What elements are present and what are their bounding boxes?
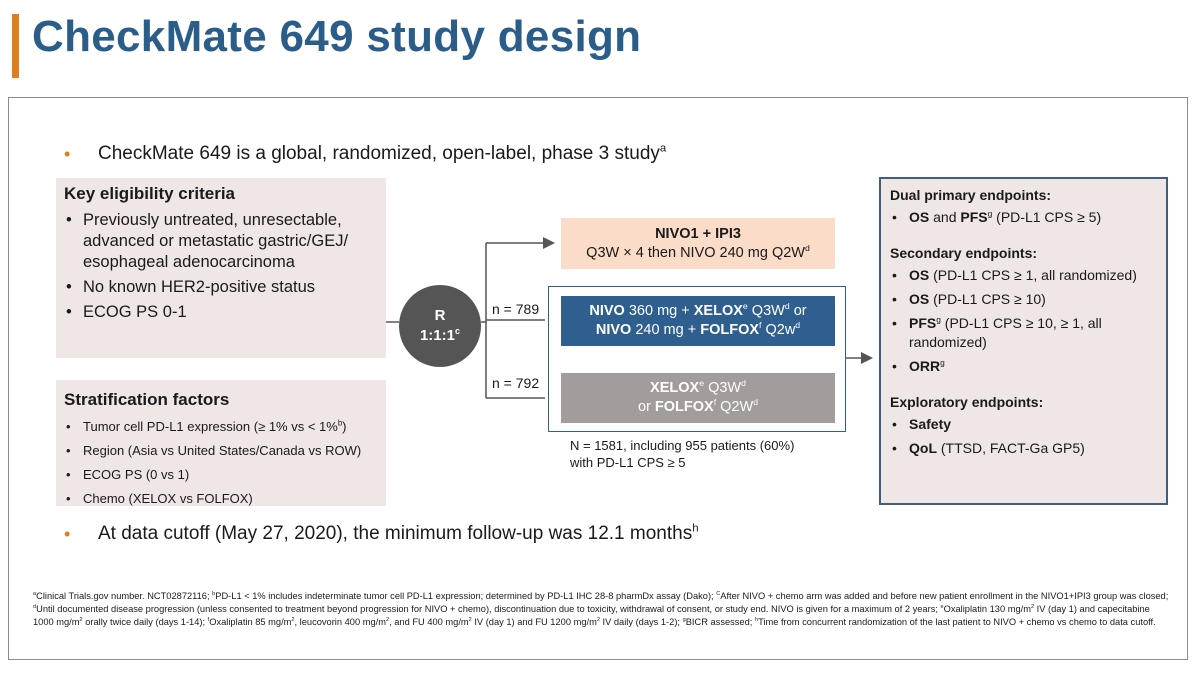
page-title: CheckMate 649 study design xyxy=(32,12,642,61)
endpoint-item: • OS and PFS$^g$ (PD-L1 CPS ≥ 5) xyxy=(890,208,1157,227)
cutoff-bullet-icon: • xyxy=(64,524,71,544)
intro-text: CheckMate 649 is a global, randomized, open-label, phase 3 study$^a$ xyxy=(98,142,667,164)
arm1-title: NIVO1 + IPI3 xyxy=(655,226,741,242)
total-line2: with PD-L1 CPS ≥ 5 xyxy=(570,455,686,470)
n-chemo-label: n = 792 xyxy=(492,375,540,391)
randomization-ratio: 1:1:1$^c$ xyxy=(419,326,461,344)
eligibility-item: • No known HER2-positive status xyxy=(64,277,378,298)
arm2-line1: NIVO 360 mg + $XELOX^e$ $Q3W^d$ or xyxy=(589,301,807,319)
eligibility-heading: Key eligibility criteria xyxy=(64,184,236,203)
intro-bullet-icon: • xyxy=(64,144,71,164)
total-enrollment xyxy=(570,437,794,471)
arm-nivo-chemo xyxy=(561,296,835,346)
eligibility-item: • Previously untreated, unresectable, advanced or metastatic gastric/GEJ/ esophageal adenocarcinoma xyxy=(64,210,378,273)
eligibility-item: • ECOG PS 0-1 xyxy=(64,302,378,323)
primary-endpoints-heading: Dual primary endpoints: xyxy=(890,187,1052,203)
endpoints-box xyxy=(879,177,1168,505)
endpoint-item: • QoL (TTSD, FACT-Ga GP5) xyxy=(890,439,1157,458)
arm2-line2: NIVO 240 mg + $FOLFOX^f$ $Q2w^d$ xyxy=(595,320,801,338)
exploratory-endpoints-heading: Exploratory endpoints: xyxy=(890,394,1044,410)
n-nivo-label: n = 789 xyxy=(492,301,540,317)
stratification-item: • ECOG PS (0 vs 1) xyxy=(64,466,378,483)
total-line1: N = 1581, including 955 patients (60%) xyxy=(570,438,795,453)
endpoint-item: • OS (PD-L1 CPS ≥ 10) xyxy=(890,290,1157,309)
endpoint-item: • Safety xyxy=(890,415,1157,434)
endpoint-item: • OS (PD-L1 CPS ≥ 1, all randomized) xyxy=(890,266,1157,285)
secondary-endpoints-heading: Secondary endpoints: xyxy=(890,245,1038,261)
stratification-heading: Stratification factors xyxy=(64,390,230,409)
cutoff-text: At data cutoff (May 27, 2020), the minimum follow-up was 12.1 months$^h$ xyxy=(98,522,699,544)
arm-nivo1-ipi3 xyxy=(561,218,835,269)
footnote: $^a$Clinical Trials.gov number. NCT02872116; $^b$PD-L1 < 1% includes indeterminate tumor cell PD-L1 expression; determined by PD-L1 IHC 28-8 pharmDx assay (Dako); $^C$After NIVO + chemo arm was added and before new patient enrollment in the NIVO1+IPI3 group was closed; $^d$Until documented disease progression (unless consented to treatment beyond progression for NIVO + chemo), discontinuation due to toxicity, withdrawal of consent, or study end. NIVO is given for a maximum of 2 years; $^e$Oxaliplatin 130 $mg/m^2$ IV (day 1) and capecitabine 1000 $mg/m^2$ orally twice daily (days 1-14); $^f$Oxaliplatin 85 $mg/m^2$, leucovorin 400 $mg/m^2$, and FU 400 $mg/m^2$ IV (day 1) and FU 1200 $mg/m^2$ IV daily (days 1-2); $^g$BICR assessed; $^h$Time from concurrent randomization of the last patient to NIVO + chemo vs chemo to data cutoff. xyxy=(33,590,1169,627)
arm3-line2: or FOLFOX$^f$ $Q2W^d$ xyxy=(637,397,759,415)
endpoint-item: • ORR$^g$ xyxy=(890,357,1157,376)
arm3-line1: XELOX$^e$ $Q3W^d$ xyxy=(650,378,746,396)
stratification-item: • Tumor cell PD-L1 expression (≥ 1% vs < 1%$^b$) xyxy=(64,418,378,435)
stratification-item: • Region (Asia vs United States/Canada vs ROW) xyxy=(64,442,378,459)
randomization-letter: R xyxy=(434,307,446,324)
arm1-schedule: Q3W × 4 then NIVO 240 mg $Q2W^d$ xyxy=(586,243,810,261)
endpoint-item: • PFS$^g$ (PD-L1 CPS ≥ 10, ≥ 1, all randomized) xyxy=(890,314,1157,352)
randomization-circle xyxy=(399,285,481,367)
stratification-item: • Chemo (XELOX vs FOLFOX) xyxy=(64,490,378,507)
arm-chemo xyxy=(561,373,835,423)
